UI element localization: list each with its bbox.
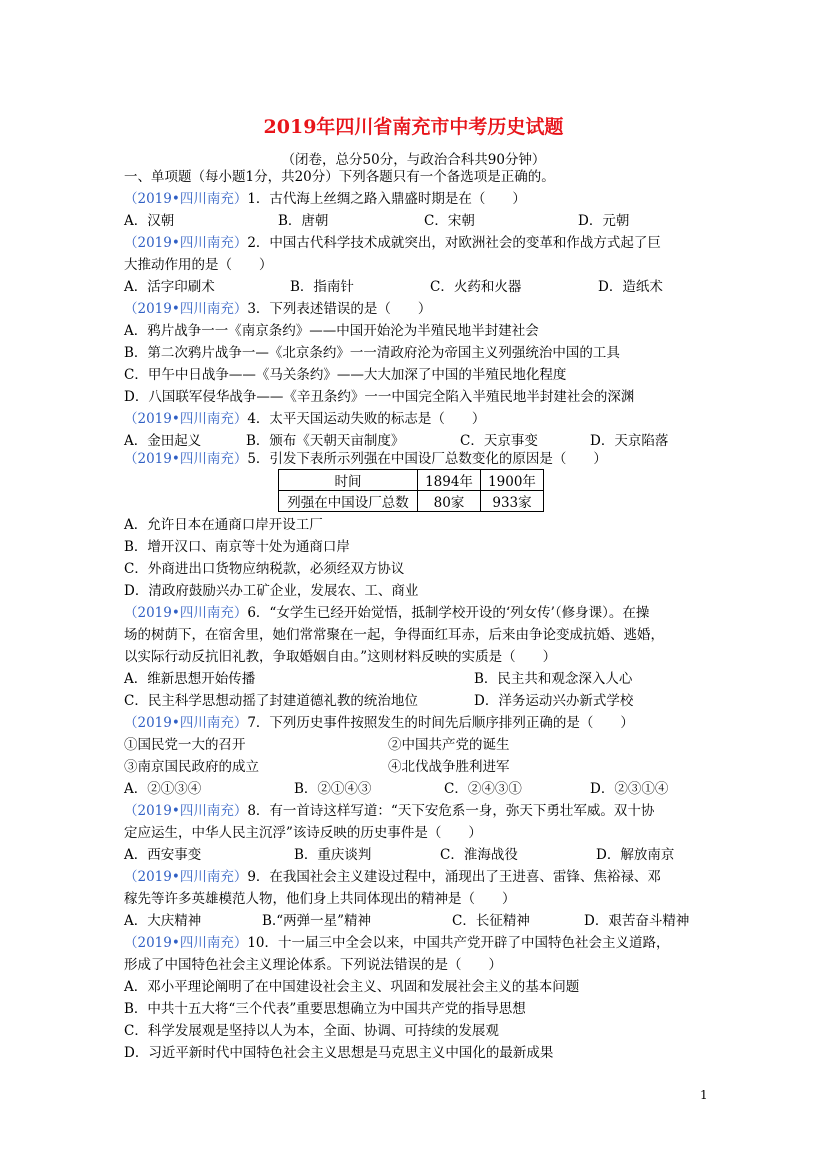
page-number: 1 [700, 1088, 708, 1102]
question-1-stem: （2019•四川南充）1．古代海上丝绸之路入鼎盛时期是在（ ） [124, 191, 526, 207]
exam-subtitle: （闭卷，总分50分，与政治合科共90分钟） [281, 152, 546, 168]
table-cell: 933家 [481, 491, 544, 512]
page-title: 2019年四川省南充市中考历史试题 [263, 116, 564, 138]
table-header-cell: 时间 [279, 470, 418, 491]
q7-event-2: ②中国共产党的诞生 [388, 737, 510, 753]
q10-option-a: A．邓小平理论阐明了在中国建设社会主义、巩固和发展社会主义的基本问题 [124, 979, 580, 995]
q4-option-d: D．天京陷落 [590, 433, 669, 449]
q2-option-a: A．活字印刷术 [124, 279, 215, 295]
q1-option-d: D．元朝 [578, 213, 630, 229]
q2-option-c: C．火药和火器 [430, 279, 522, 295]
question-10-stem-cont: 形成了中国特色社会主义理论体系。下列说法错误的是（ ） [124, 957, 502, 973]
q9-option-d: D．艰苦奋斗精神 [584, 913, 690, 929]
source-tag: （2019•四川南充） [124, 605, 248, 621]
table-row [279, 491, 544, 512]
source-tag: （2019•四川南充） [124, 411, 248, 427]
question-2-stem: （2019•四川南充）2．中国古代科学技术成就突出，对欧洲社会的变革和作战方式起了巨 [124, 235, 661, 251]
question-8-stem: （2019•四川南充）8．有一首诗这样写道：“天下安危系一身，弥天下勇壮军威。双十协 [124, 803, 655, 819]
q3-option-b: B．第二次鸦片战争一—《北京条约》一一清政府沦为帝国主义列强统治中国的工具 [124, 345, 620, 361]
q6-option-d: D．洋务运动兴办新式学校 [474, 693, 634, 709]
source-tag: （2019•四川南充） [124, 715, 248, 731]
question-10-stem: （2019•四川南充）10．十一届三中全会以来，中国共产党开辟了中国特色社会主义道路， [124, 935, 670, 951]
question-3-stem: （2019•四川南充）3．下列表述错误的是（ ） [124, 301, 432, 317]
q3-option-c: C．甲午中日战争——《马关条约》——大大加深了中国的半殖民地化程度 [124, 367, 567, 383]
table-header-cell: 1900年 [481, 470, 544, 491]
question-6-stem-cont: 场的树荫下，在宿舍里，她们常常聚在一起，争得面红耳赤，后来由争论变成抗婚、逃婚， [124, 627, 664, 643]
question-7-stem: （2019•四川南充）7．下列历史事件按照发生的时间先后顺序排列正确的是（ ） [124, 715, 634, 731]
q2-option-b: B．指南针 [290, 279, 354, 295]
q1-option-a: A．汉朝 [124, 213, 175, 229]
q3-option-d: D．八国联军侵华战争——《辛丑条约》一一中国完全陷入半殖民地半封建社会的深渊 [124, 389, 635, 405]
q8-option-c: C．淮海战役 [440, 847, 518, 863]
q7-event-1: ①国民党一大的召开 [124, 737, 246, 753]
q6-option-b: B．民主共和观念深入人心 [474, 671, 633, 687]
q9-option-a: A．大庆精神 [124, 913, 202, 929]
q5-option-b: B．增开汉口、南京等十处为通商口岸 [124, 539, 350, 555]
q1-option-b: B．唐朝 [278, 213, 329, 229]
question-4-stem: （2019•四川南充）4．太平天国运动失败的标志是（ ） [124, 411, 486, 427]
table-header-cell: 1894年 [418, 470, 481, 491]
question-2-stem-cont: 大推动作用的是（ ） [124, 257, 273, 273]
q7-option-c: C．②④③① [444, 781, 522, 797]
q5-option-c: C．外商进出口货物应纳税款，必须经双方协议 [124, 561, 405, 577]
q4-option-c: C．天京事变 [460, 433, 538, 449]
q7-option-a: A．②①③④ [124, 781, 202, 797]
q6-option-a: A．维新思想开始传播 [124, 671, 256, 687]
source-tag: （2019•四川南充） [124, 235, 248, 251]
table-cell: 80家 [418, 491, 481, 512]
q7-event-3: ③南京国民政府的成立 [124, 759, 259, 775]
section-heading: 一、单项题（每小题1分，共20分）下列各题只有一个备选项是正确的。 [124, 169, 555, 185]
q3-option-a: A．鸦片战争一一《南京条约》——中国开始沦为半殖民地半封建社会 [124, 323, 539, 339]
source-tag: （2019•四川南充） [124, 935, 248, 951]
table-cell: 列强在中国设厂总数 [279, 491, 418, 512]
q9-option-c: C．长征精神 [452, 913, 530, 929]
table-header-row [279, 470, 544, 491]
q5-option-d: D．清政府鼓励兴办工矿企业，发展农、工、商业 [124, 583, 419, 599]
question-9-stem-cont: 稼先等许多英雄模范人物，他们身上共同体现出的精神是（ ） [124, 891, 516, 907]
q8-option-b: B．重庆谈判 [294, 847, 372, 863]
question-6-stem-cont: 以实际行动反抗旧礼教，争取婚姻自由。”这则材料反映的实质是（ ） [124, 649, 557, 665]
q4-option-b: B．颁布《天朝天亩制度》 [246, 433, 405, 449]
q10-option-d: D．习近平新时代中国特色社会主义思想是马克思主义中国化的最新成果 [124, 1045, 554, 1061]
q9-option-b: B.“两弹一星”精神 [262, 913, 372, 929]
factory-count-table [278, 469, 544, 512]
source-tag: （2019•四川南充） [124, 191, 248, 207]
q2-option-d: D．造纸术 [598, 279, 663, 295]
q8-option-d: D．解放南京 [596, 847, 675, 863]
source-tag: （2019•四川南充） [124, 451, 248, 467]
q10-option-b: B．中共十五大将“三个代表”重要思想确立为中国共产党的指导思想 [124, 1001, 526, 1017]
question-9-stem: （2019•四川南充）9．在我国社会主义建设过程中，涌现出了王进喜、雷锋、焦裕禄、邓 [124, 869, 661, 885]
q7-event-4: ④北伐战争胜利进军 [388, 759, 510, 775]
q4-option-a: A．金田起义 [124, 433, 202, 449]
q10-option-c: C．科学发展观是坚持以人为本，全面、协调、可持续的发展观 [124, 1023, 499, 1039]
q5-option-a: A．允许日本在通商口岸开设工厂 [124, 517, 323, 533]
q6-option-c: C．民主科学思想动摇了封建道德礼教的统治地位 [124, 693, 418, 709]
question-6-stem: （2019•四川南充）6．“女学生已经开始觉悟，抵制学校开设的‘列女传’（修身课）。在操 [124, 605, 650, 621]
q1-option-c: C．宋朝 [424, 213, 475, 229]
source-tag: （2019•四川南充） [124, 301, 248, 317]
question-5-stem: （2019•四川南充）5．引发下表所示列强在中国设厂总数变化的原因是（ ） [124, 451, 607, 467]
question-8-stem-cont: 定应运生，中华人民主沉浮”该诗反映的历史事件是（ ） [124, 825, 482, 841]
q8-option-a: A．西安事变 [124, 847, 202, 863]
source-tag: （2019•四川南充） [124, 869, 248, 885]
source-tag: （2019•四川南充） [124, 803, 248, 819]
q7-option-d: D．②③①④ [590, 781, 669, 797]
q7-option-b: B．②①④③ [294, 781, 372, 797]
